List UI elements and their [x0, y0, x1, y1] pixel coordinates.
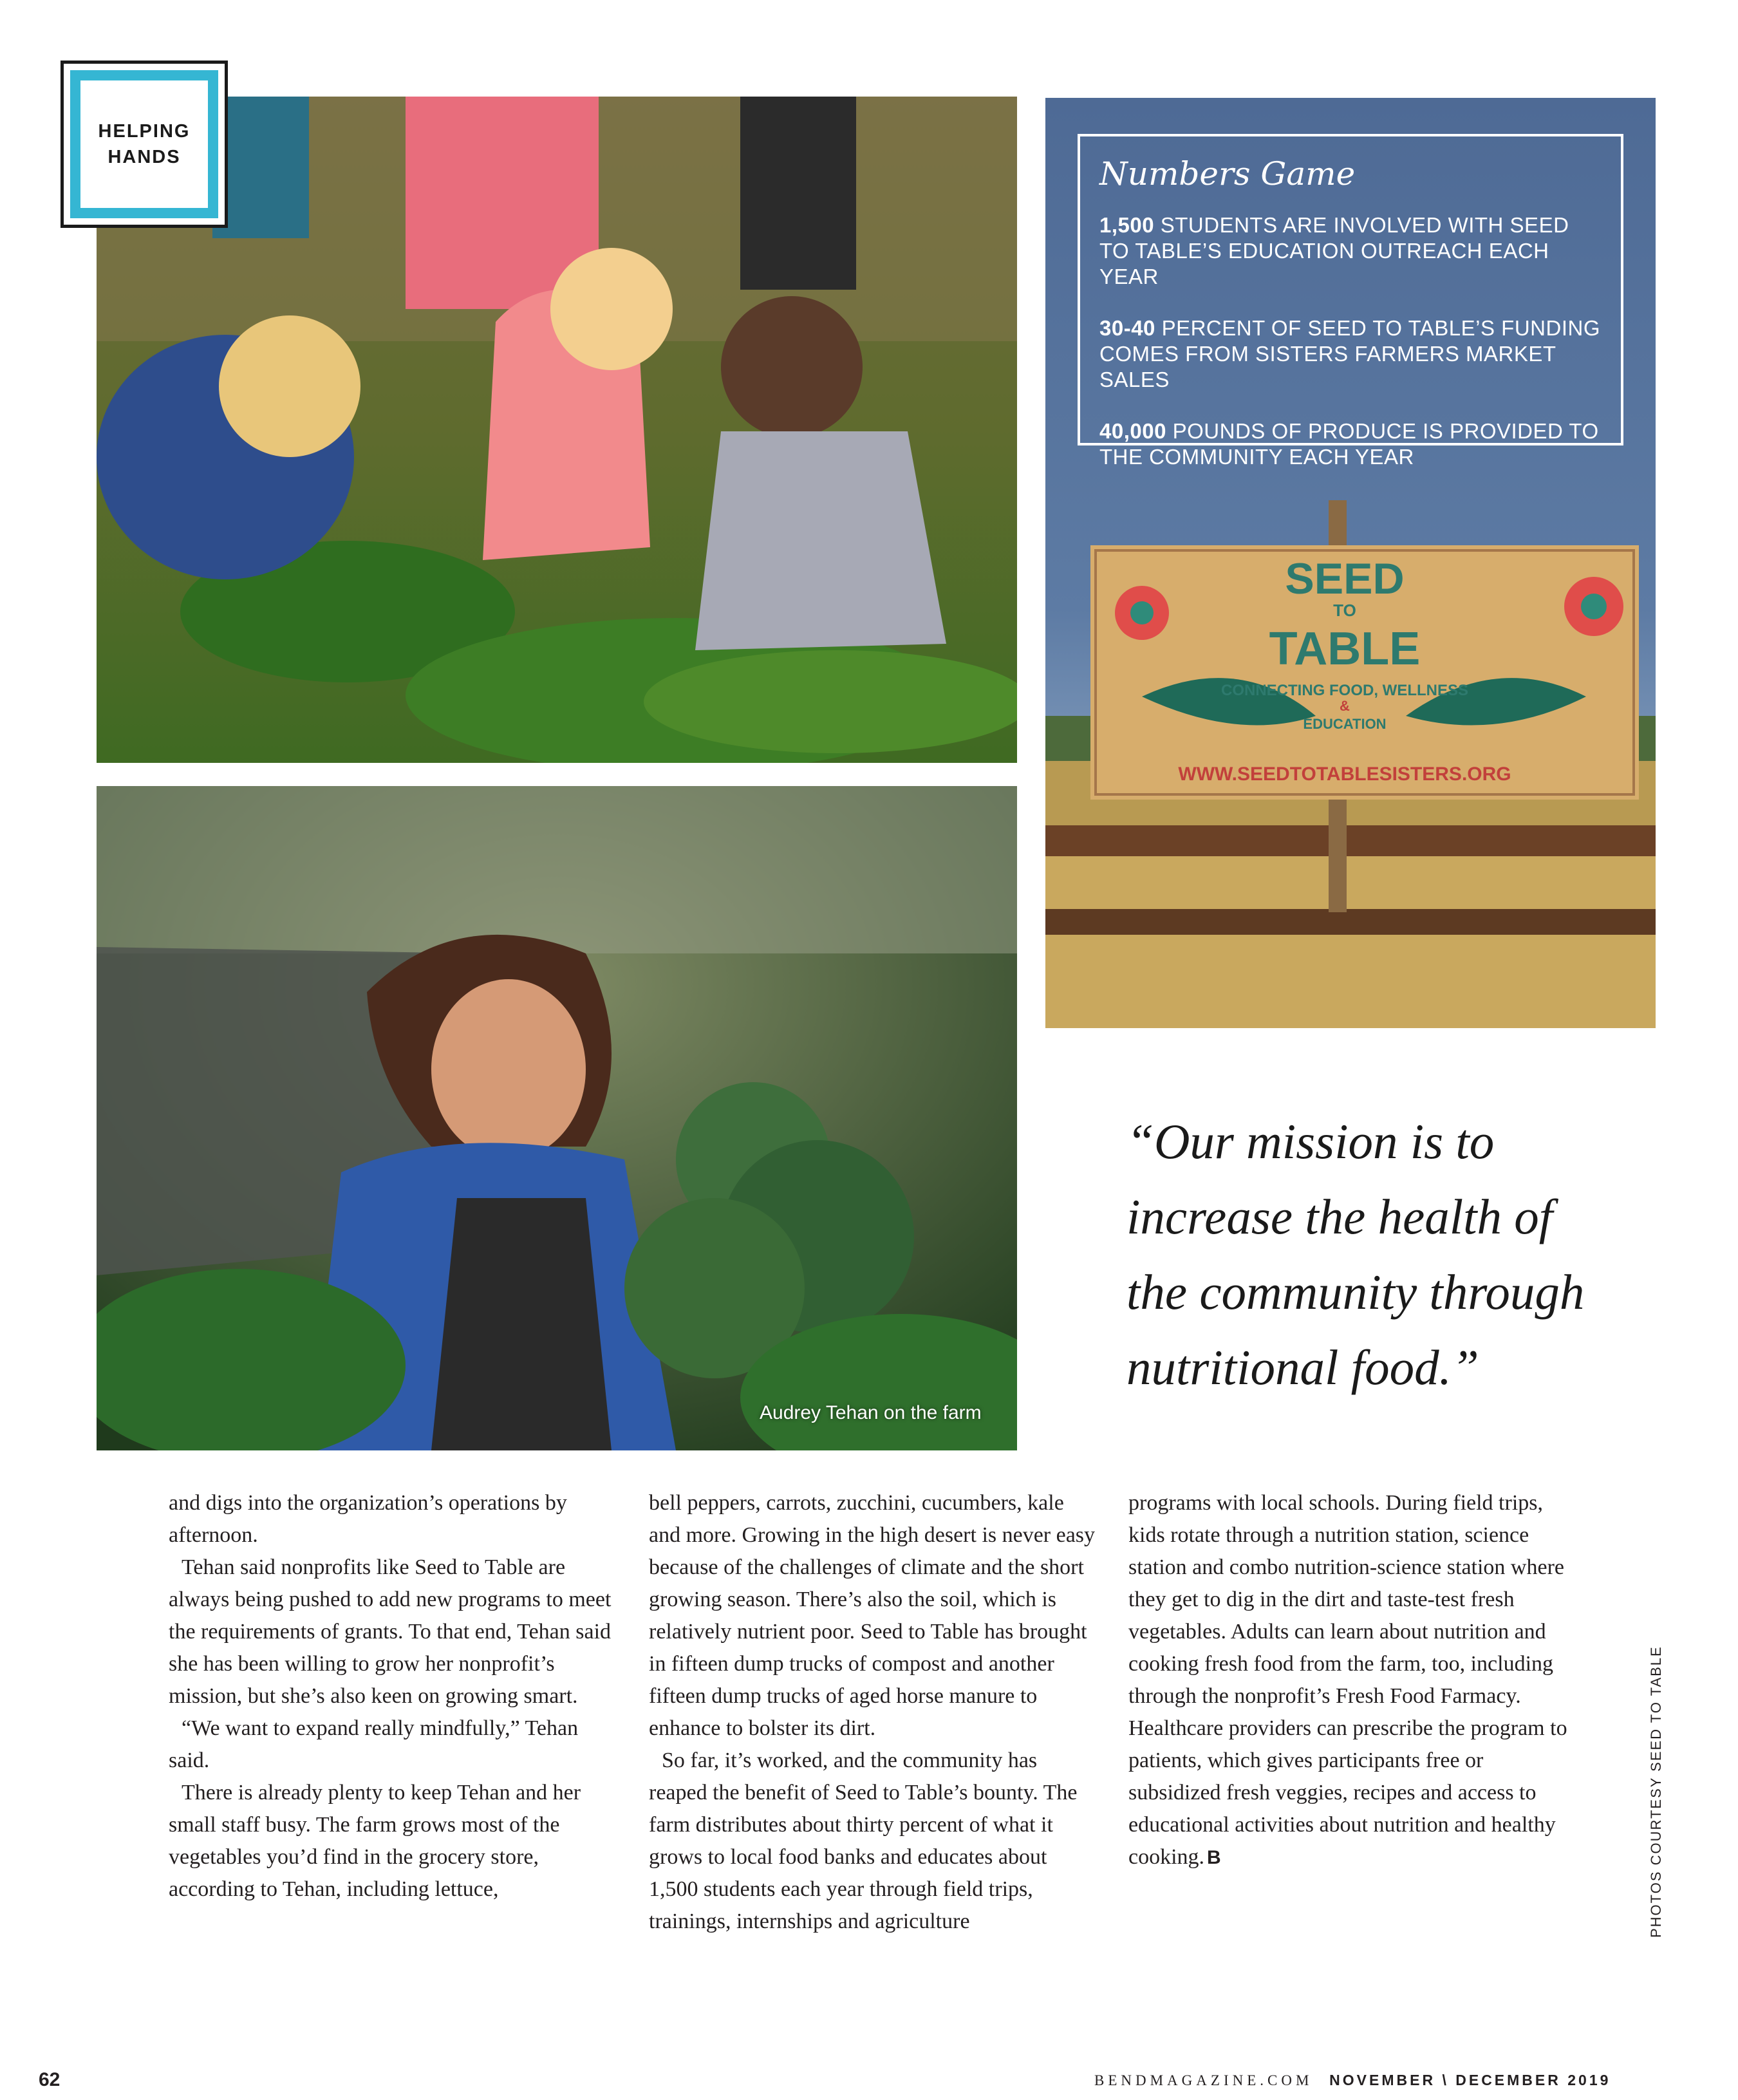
fact-number: 40,000: [1099, 419, 1166, 443]
numbers-game-box: [1078, 134, 1623, 469]
paragraph: There is already plenty to keep Tehan and her small staff busy. The farm grows most of the vegetables you’d find in the grocery store, according to Tehan, including lettuce,: [169, 1781, 581, 1901]
pull-quote-line: “Our mission is to: [1126, 1114, 1495, 1169]
section-tag-frame: [70, 70, 218, 218]
paragraph: and digs into the organization’s operations by afternoon.: [169, 1491, 567, 1547]
sign-line5: &: [1340, 698, 1350, 714]
fact-item: [1099, 212, 1602, 290]
section-tag: [61, 61, 228, 228]
footer: [1094, 2072, 1611, 2089]
fact-number: 30-40: [1099, 316, 1155, 340]
body-column-2: [649, 1487, 1099, 1938]
paragraph: “We want to expand really mindfully,” Tehan said.: [169, 1716, 579, 1772]
section-tag-line2: HANDS: [107, 147, 181, 167]
fact-text: STUDENTS ARE INVOLVED WITH SEED TO TABLE’S EDUCATION OUTREACH EACH YEAR: [1099, 213, 1569, 288]
sign-line2: TO: [1333, 601, 1356, 620]
photo-caption: Audrey Tehan on the farm: [760, 1402, 982, 1423]
fact-text: PERCENT OF SEED TO TABLE’S FUNDING COMES FROM SISTERS FARMERS MARKET SALES: [1099, 316, 1600, 391]
section-tag-line1: HELPING: [98, 121, 191, 142]
paragraph: So far, it’s worked, and the community has reaped the benefit of Seed to Table’s bounty. The farm distributes about thirty percent of what it grows to local food banks and educates about 1,500 students each year through field trips, trainings, internships and agriculture: [649, 1748, 1078, 1933]
photo-audrey-broccoli-image: [97, 786, 1017, 1450]
section-tag-inner: [80, 80, 208, 208]
sign-line7: WWW.SEEDTOTABLESISTERS.ORG: [1178, 764, 1511, 785]
fact-number: 1,500: [1099, 213, 1155, 237]
footer-issue: NOVEMBER \ DECEMBER 2019: [1329, 2072, 1611, 2088]
pull-quote-line: increase the health of: [1126, 1189, 1553, 1244]
pull-quote-line: the community through: [1126, 1264, 1585, 1320]
photo-audrey-broccoli: [97, 786, 1017, 1450]
photo-credit: PHOTOS COURTESY SEED TO TABLE: [1648, 1645, 1664, 1938]
paragraph-text: programs with local schools. During field trips, kids rotate through a nutrition station, science station and combo nutrition-science station where they get to dig in the dirt and taste-test fresh vegetables. Adults can learn about nutrition and cooking fresh food from the farm, too, including through the nonprofit’s Fresh Food Farmacy. Healthcare providers can prescribe the program to patients, which gives participants free or subsidized fresh veggies, recipes and access to educational activities about nutrition and healthy cooking.: [1128, 1491, 1567, 1869]
footer-site: BENDMAGAZINE.COM: [1094, 2072, 1313, 2088]
fact-text: POUNDS OF PRODUCE IS PROVIDED TO THE COMMUNITY EACH YEAR: [1099, 419, 1599, 469]
fact-item: [1099, 418, 1602, 470]
photo-children-garden: [97, 97, 1017, 763]
sign-line3: TABLE: [1269, 623, 1421, 675]
paragraph: [1128, 1487, 1579, 1874]
end-mark: B: [1207, 1847, 1221, 1868]
photo-children-garden-image: [97, 97, 1017, 763]
pull-quote: [1126, 1104, 1654, 1405]
body-column-3: [1128, 1487, 1579, 1874]
paragraph: Tehan said nonprofits like Seed to Table are always being pushed to add new programs to meet the requirements of grants. To that end, Tehan said she has been willing to grow her nonprofit’s mission, but she’s also keen on growing smart.: [169, 1555, 612, 1708]
numbers-game-title: Numbers Game: [1099, 155, 1356, 192]
body-column-1: [169, 1487, 619, 1906]
fact-item: [1099, 315, 1602, 393]
sign-line4: CONNECTING FOOD, WELLNESS: [1221, 682, 1468, 699]
page-number: 62: [39, 2069, 61, 2090]
sidebar-numbers-game: [1045, 98, 1656, 1028]
pull-quote-line: nutritional food.”: [1126, 1340, 1479, 1395]
sign-line1: SEED: [1285, 554, 1405, 603]
sign-line6: EDUCATION: [1303, 716, 1387, 732]
paragraph: bell peppers, carrots, zucchini, cucumbers, kale and more. Growing in the high desert is never easy because of the challenges of climate and the short growing season. There’s also the soil, which is relatively nutrient poor. Seed to Table has brought in fifteen dump trucks of compost and another fifteen dump trucks of aged horse manure to enhance to bolster its dirt.: [649, 1491, 1096, 1740]
